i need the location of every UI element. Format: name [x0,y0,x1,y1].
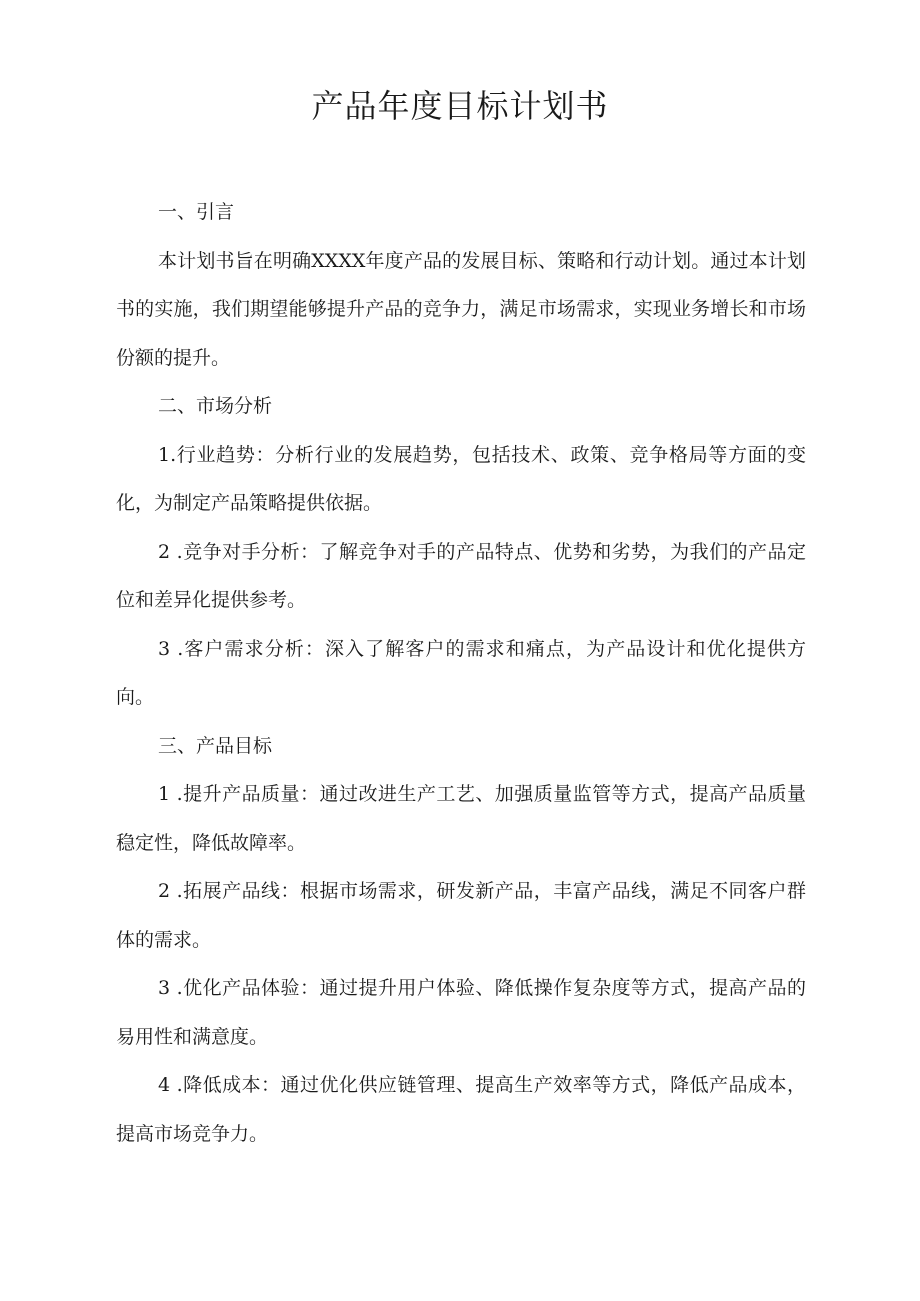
section-heading-introduction: 一、引言 [158,201,235,223]
paragraph: 1 .提升产品质量：通过改进生产工艺、加强质量监管等方式，提高产品质量稳定性，降低故障率。 [116,783,806,854]
paragraph: 3 .客户需求分析：深入了解客户的需求和痛点，为产品设计和优化提供方向。 [116,637,806,708]
paragraph: 4 .降低成本：通过优化供应链管理、提高生产效率等方式，降低产品成本，提高市场竞争力。 [116,1074,806,1145]
section-heading-product-goals: 三、产品目标 [158,734,273,757]
paragraph: 1.行业趋势：分析行业的发展趋势，包括技术、政策、竞争格局等方面的变化，为制定产品策略提供依据。 [116,443,806,514]
document-body [116,188,806,1158]
document-title: 产品年度目标计划书 [311,87,609,125]
paragraph: 2 .拓展产品线：根据市场需求，研发新产品，丰富产品线，满足不同客户群体的需求。 [116,880,806,951]
section-heading-market-analysis: 二、市场分析 [158,395,273,417]
paragraph: 2 .竞争对手分析：了解竞争对手的产品特点、优势和劣势，为我们的产品定位和差异化提供参考。 [116,540,806,611]
paragraph: 本计划书旨在明确XXXX年度产品的发展目标、策略和行动计划。通过本计划书的实施，我们期望能够提升产品的竞争力，满足市场需求，实现业务增长和市场份额的提升。 [116,249,806,369]
paragraph: 3 .优化产品体验：通过提升用户体验、降低操作复杂度等方式，提高产品的易用性和满意度。 [116,977,806,1048]
